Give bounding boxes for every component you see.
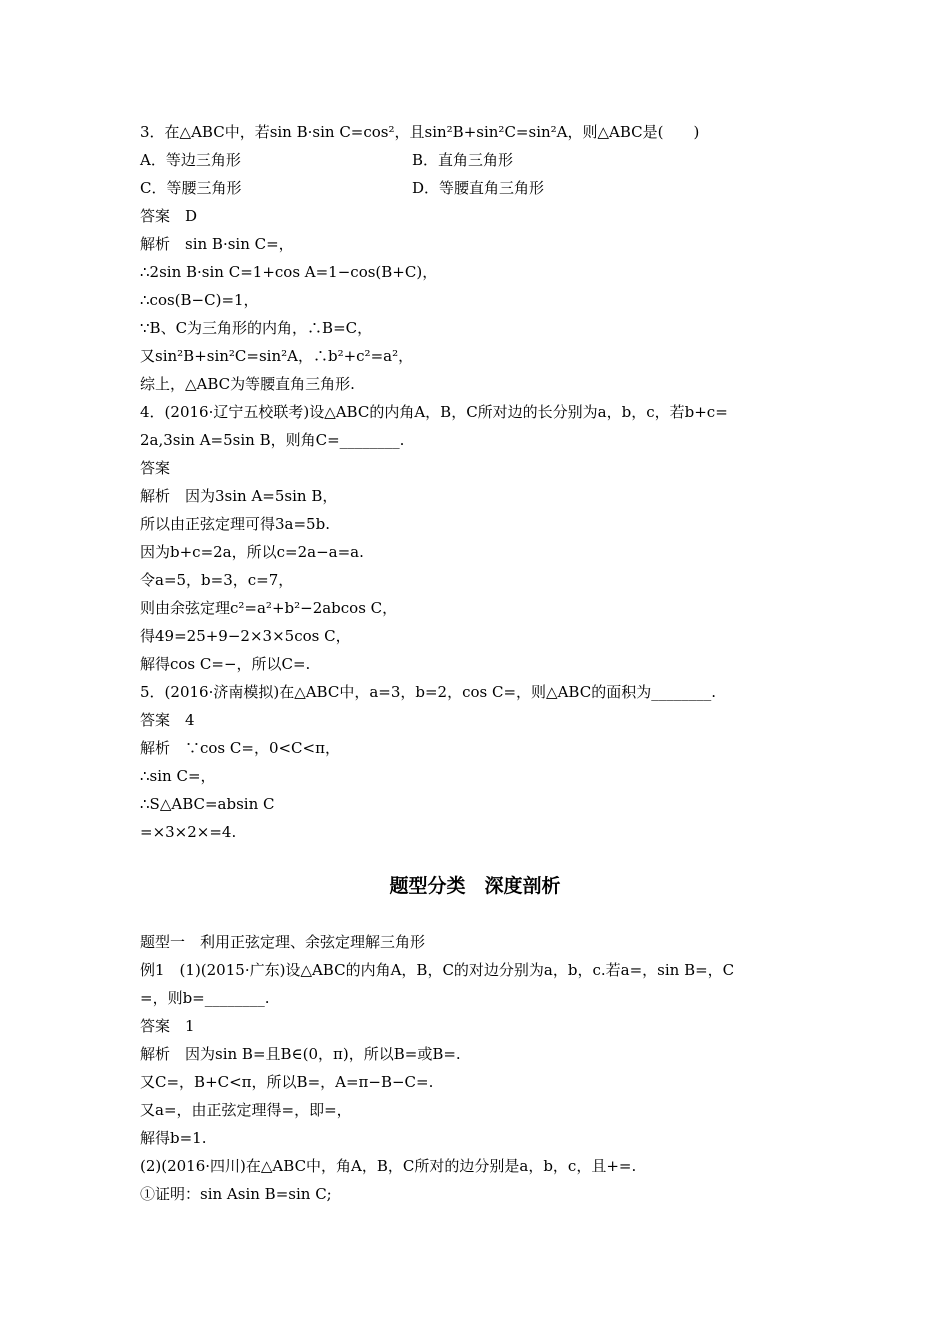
- solution-line: ∵B、C为三角形的内角，∴B=C，: [140, 319, 373, 337]
- analysis-line: 解析 ∵cos C=，0<C<π，: [140, 739, 340, 757]
- example-1-stem: 例1 (1)(2015·广东)设△ABC的内角A，B，C的对边分别为a，b，c.若a=，sin B=，C: [140, 961, 735, 979]
- question-3-stem: 3．在△ABC中，若sin B·sin C=cos²，且sin²B+sin²C=sin²A，则△ABC是( ): [140, 123, 700, 141]
- solution-line: =×3×2×=4.: [140, 823, 237, 841]
- solution-line: 所以由正弦定理可得3a=5b.: [140, 515, 330, 533]
- example-1-part-2-item-1: ①证明：sin Asin B=sin C;: [140, 1185, 332, 1203]
- section-title: 题型分类 深度剖析: [389, 875, 561, 897]
- question-4-stem-cont: 2a,3sin A=5sin B，则角C=________.: [140, 431, 405, 449]
- solution-line: ∴cos(B−C)=1，: [140, 291, 259, 309]
- option-d: D．等腰直角三角形: [412, 179, 545, 197]
- solution-line: 得49=25+9−2×3×5cos C，: [140, 627, 351, 645]
- answer-line: 答案: [140, 459, 171, 477]
- solution-line: 令a=5，b=3，c=7，: [140, 571, 294, 589]
- option-c: C．等腰三角形: [140, 179, 242, 197]
- question-4-stem: 4．(2016·辽宁五校联考)设△ABC的内角A，B，C所对边的长分别为a，b，c，若b+c=: [140, 403, 728, 421]
- solution-line: 因为b+c=2a，所以c=2a−a=a.: [140, 543, 364, 561]
- answer-line: 答案 D: [140, 207, 198, 225]
- solution-line: 又a=，由正弦定理得=，即=，: [140, 1101, 352, 1119]
- answer-line: 答案 4: [140, 711, 195, 729]
- example-1-stem-cont: =，则b=________.: [140, 989, 270, 1007]
- answer-line: 答案 1: [140, 1017, 195, 1035]
- topic-heading: 题型一 利用正弦定理、余弦定理解三角形: [140, 933, 426, 951]
- solution-line: ∴S△ABC=absin C: [140, 795, 275, 813]
- solution-line: 则由余弦定理c²=a²+b²−2abcos C，: [140, 599, 398, 617]
- option-b: B．直角三角形: [412, 151, 514, 169]
- analysis-line: 解析 因为3sin A=5sin B，: [140, 487, 338, 505]
- question-5-stem: 5．(2016·济南模拟)在△ABC中，a=3，b=2，cos C=，则△ABC的面积为________.: [140, 683, 716, 701]
- solution-line: 综上，△ABC为等腰直角三角形.: [140, 375, 355, 393]
- example-1-part-2: (2)(2016·四川)在△ABC中，角A，B，C所对的边分别是a，b，c，且+=.: [140, 1157, 637, 1175]
- option-a: A．等边三角形: [140, 151, 241, 169]
- solution-line: ∴sin C=，: [140, 767, 216, 785]
- analysis-line: 解析 因为sin B=且B∈(0，π)，所以B=或B=.: [140, 1045, 461, 1063]
- solution-line: ∴2sin B·sin C=1+cos A=1−cos(B+C)，: [140, 263, 438, 281]
- solution-line: 解得cos C=−，所以C=.: [140, 655, 311, 673]
- solution-line: 又sin²B+sin²C=sin²A，∴b²+c²=a²，: [140, 347, 414, 365]
- solution-line: 又C=，B+C<π，所以B=，A=π−B−C=.: [140, 1073, 434, 1091]
- solution-line: 解得b=1.: [140, 1129, 207, 1147]
- analysis-line: 解析 sin B·sin C=，: [140, 235, 294, 253]
